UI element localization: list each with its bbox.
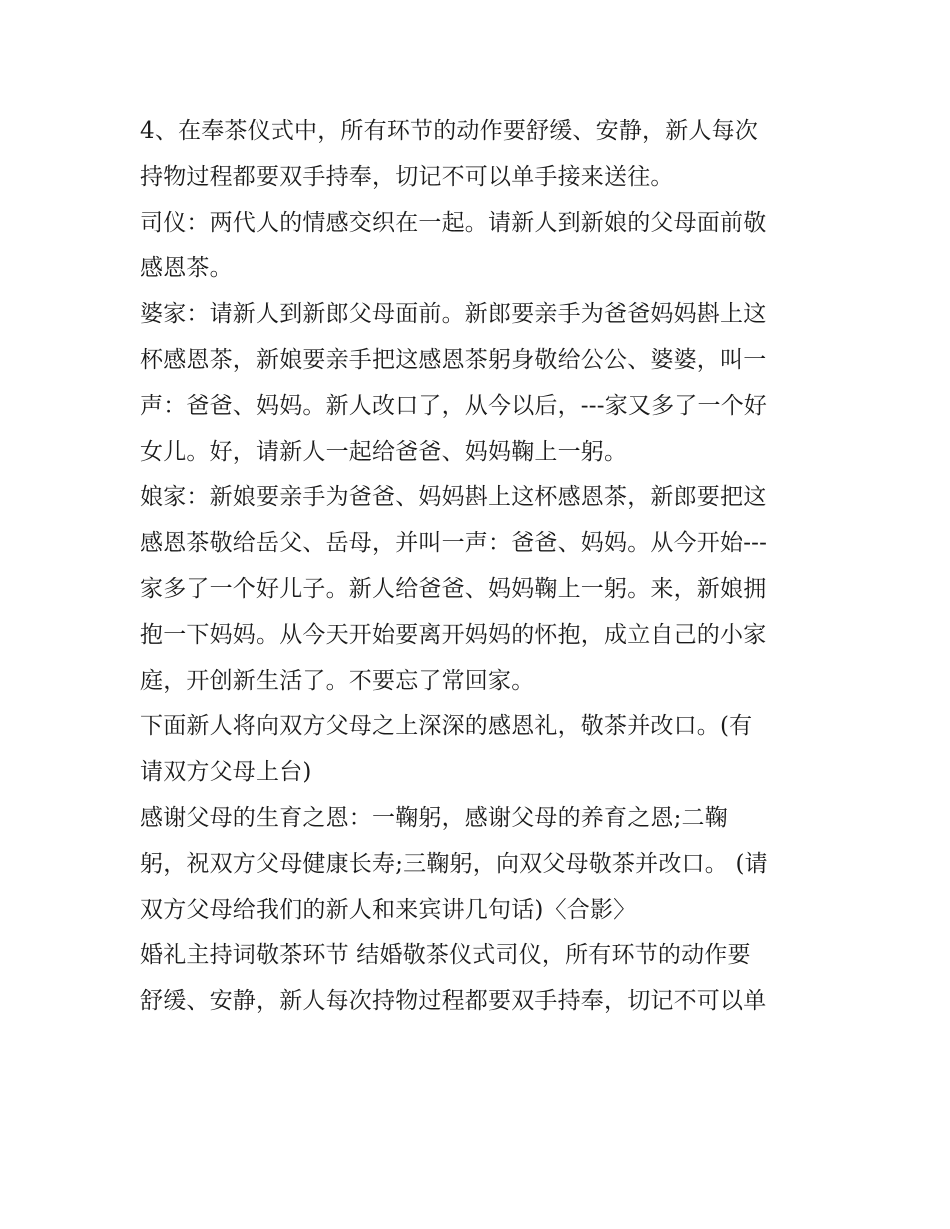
document-body (140, 109, 820, 1025)
text-line: 感恩茶敬给岳父、岳母，并叫一声：爸爸、妈妈。从今开始--- (140, 530, 768, 557)
text-line: 司仪：两代人的情感交织在一起。请新人到新娘的父母面前敬 (140, 209, 767, 236)
text-line: 下面新人将向双方父母之上深深的感恩礼，敬茶并改口。(有 (140, 713, 753, 740)
text-line: 娘家：新娘要亲手为爸爸、妈妈斟上这杯感恩茶，新郎要把这 (140, 484, 767, 511)
text-line: 家多了一个好儿子。新人给爸爸、妈妈鞠上一躬。来，新娘拥 (140, 575, 767, 602)
text-line: 请双方父母上台) (140, 759, 312, 786)
text-line: 舒缓、安静，新人每次持物过程都要双手持奉，切记不可以单 (140, 988, 767, 1015)
text-line: 感恩茶。 (140, 255, 233, 282)
text-line: 抱一下妈妈。从今天开始要离开妈妈的怀抱，成立自己的小家 (140, 621, 767, 648)
text-line: 庭，开创新生活了。不要忘了常回家。 (140, 667, 535, 694)
text-line: 4、在奉茶仪式中，所有环节的动作要舒缓、安静，新人每次 (140, 118, 759, 144)
text-line: 婆家：请新人到新郎父母面前。新郎要亲手为爸爸妈妈斟上这 (140, 301, 767, 328)
text-line: 女儿。好，请新人一起给爸爸、妈妈鞠上一躬。 (140, 438, 628, 465)
text-line: 双方父母给我们的新人和来宾讲几句话)〈合影〉 (140, 896, 637, 923)
text-line: 声：爸爸、妈妈。新人改口了，从今以后，---家又多了一个好 (140, 392, 768, 419)
text-line: 持物过程都要双手持奉，切记不可以单手接来送往。 (140, 163, 674, 190)
text-line: 感谢父母的生育之恩：一鞠躬，感谢父母的养育之恩;二鞠 (140, 804, 728, 831)
text-line: 躬，祝双方父母健康长寿;三鞠躬，向双父母敬茶并改口。 (请 (140, 850, 768, 877)
text-line: 婚礼主持词敬茶环节 结婚敬茶仪式司仪，所有环节的动作要 (140, 942, 751, 969)
text-line: 杯感恩茶，新娘要亲手把这感恩茶躬身敬给公公、婆婆，叫一 (140, 346, 767, 373)
